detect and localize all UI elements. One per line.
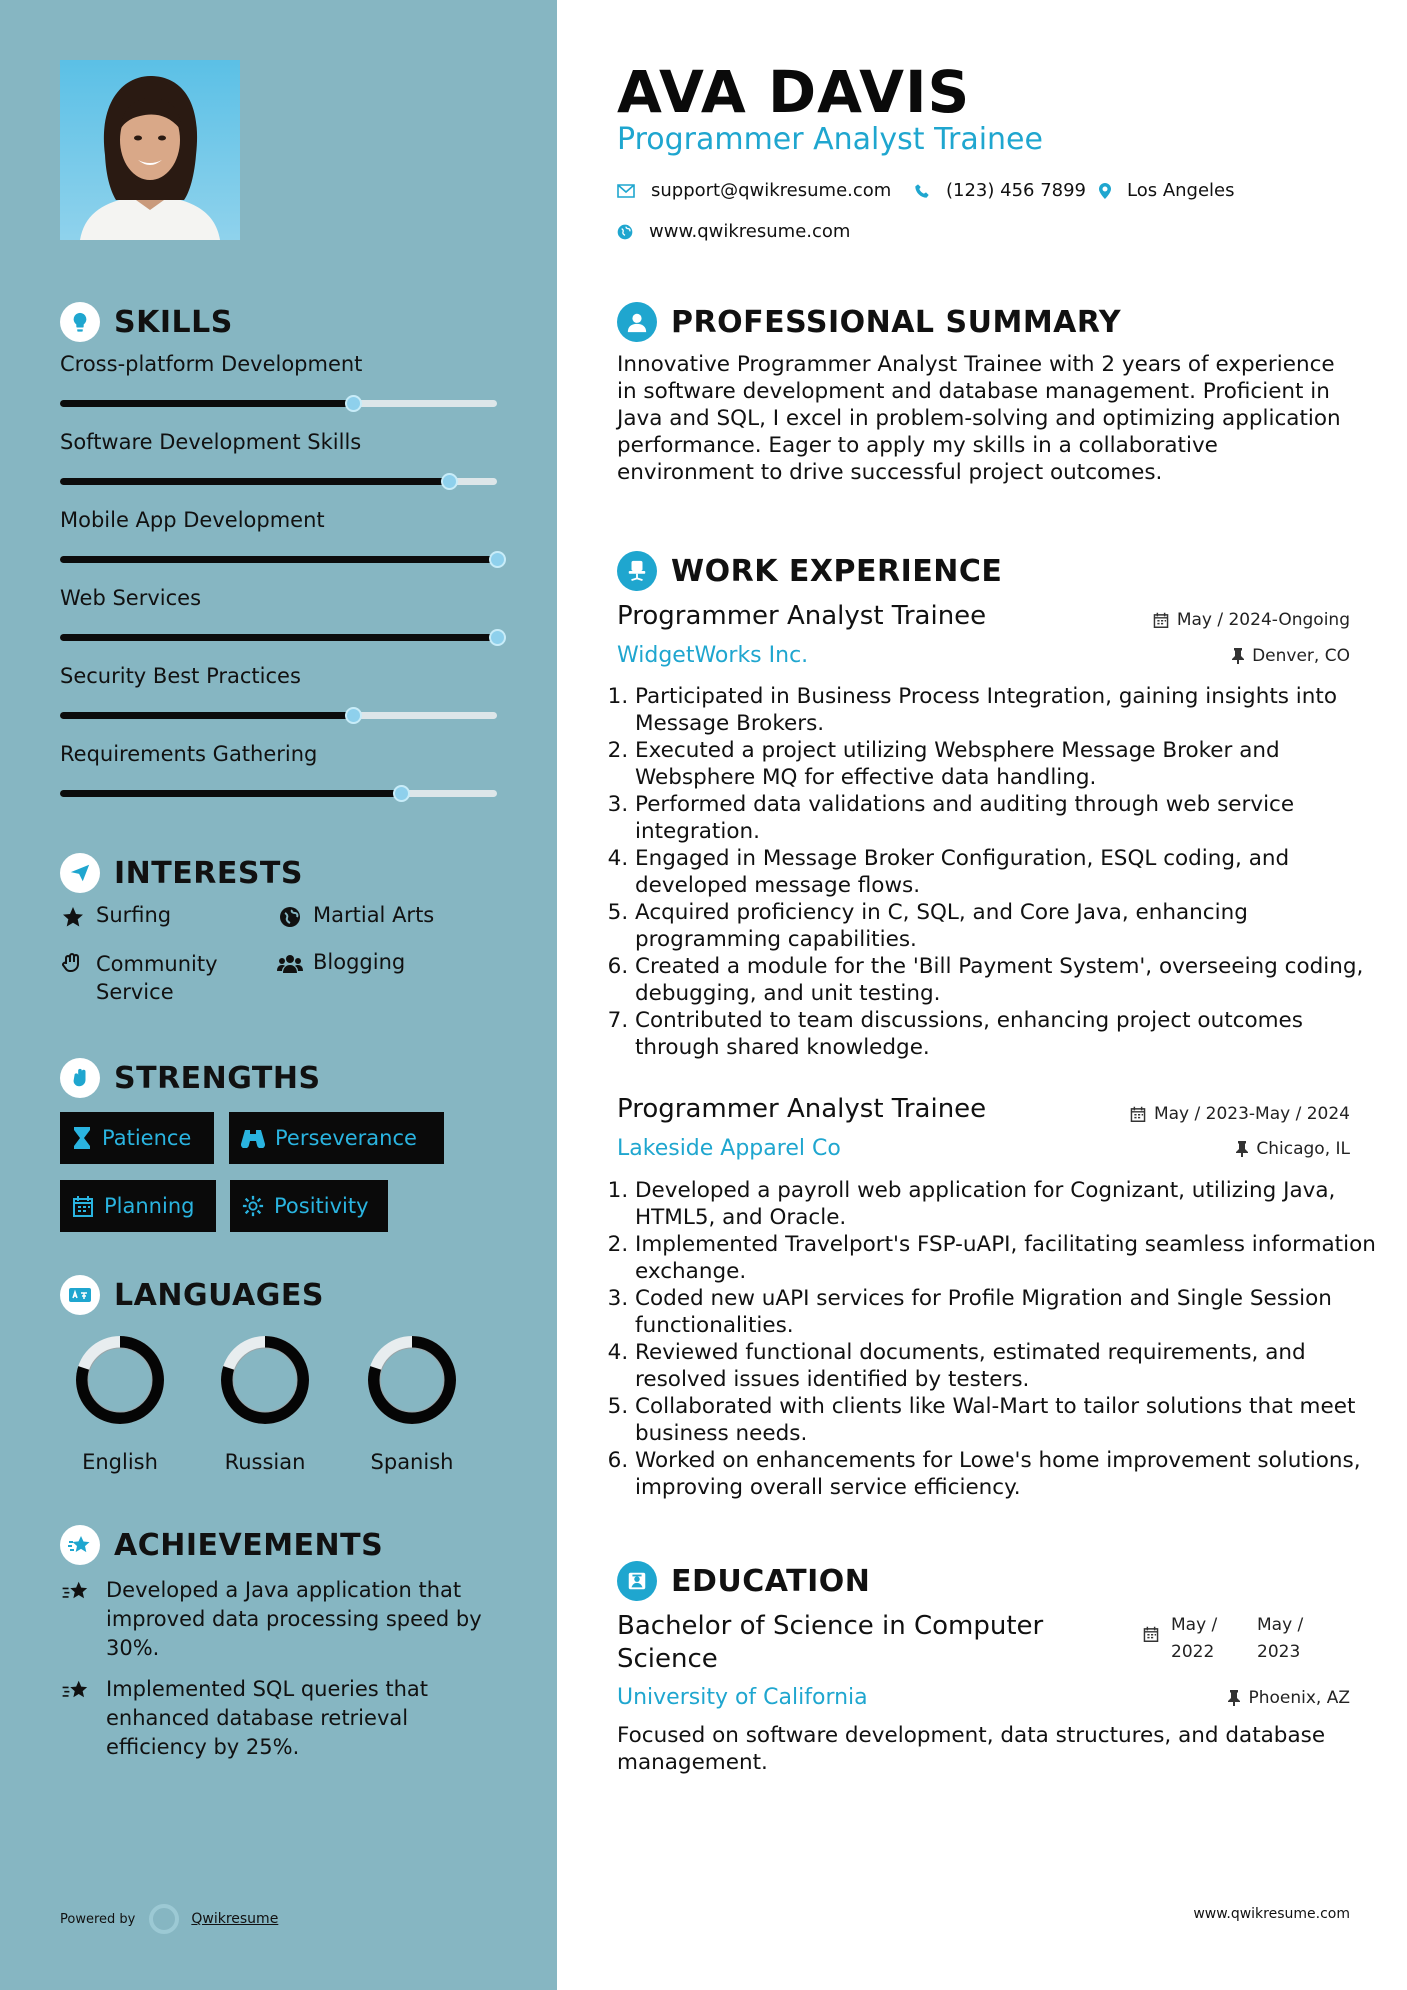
language-item xyxy=(352,1332,472,1474)
company-name: WidgetWorks Inc. xyxy=(617,643,809,668)
skill-bar-knob xyxy=(489,629,506,646)
degree-title xyxy=(617,1610,1097,1676)
skill-bar xyxy=(60,556,497,563)
pushpin-icon xyxy=(1228,1690,1240,1706)
strengths-heading xyxy=(60,1058,321,1098)
skill-label: Cross-platform Development xyxy=(60,352,363,376)
duty-item: 7. Contributed to team discussions, enhancing project outcomes through shared knowledge. xyxy=(635,1007,1377,1061)
achievements-title: ACHIEVEMENTS xyxy=(114,1527,384,1563)
user-icon xyxy=(617,302,657,342)
skill-bar xyxy=(60,634,497,641)
job-location xyxy=(1236,1139,1350,1159)
calendar-icon xyxy=(1143,1626,1159,1642)
school-name: University of California xyxy=(617,1685,868,1710)
job-location-text: Chicago, IL xyxy=(1256,1139,1350,1159)
skill-bar xyxy=(60,478,497,485)
skill-bar-knob xyxy=(345,395,362,412)
paper-plane-icon xyxy=(60,853,100,893)
star-badge-icon xyxy=(60,1675,94,1701)
interest-item xyxy=(277,950,405,976)
fist-icon xyxy=(60,1058,100,1098)
powered-by-label: Powered by xyxy=(60,1911,136,1927)
skill-bar-knob xyxy=(489,551,506,568)
skill-item xyxy=(60,508,500,532)
achievement-text: Developed a Java application that improved data processing speed by 30%. xyxy=(106,1578,482,1660)
interest-label: Martial Arts xyxy=(313,903,435,927)
language-card-icon xyxy=(60,1275,100,1315)
location-text: Los Angeles xyxy=(1127,180,1235,201)
skills-title: SKILLS xyxy=(114,304,233,340)
star-icon xyxy=(60,905,86,929)
duty-item: 5. Acquired proficiency in C, SQL, and Core Java, enhancing programming capabilities. xyxy=(635,899,1377,953)
language-level-ring xyxy=(72,1332,168,1428)
language-label: Spanish xyxy=(370,1450,454,1474)
skills-heading xyxy=(60,302,233,342)
duty-item: 4. Engaged in Message Broker Configuration, ESQL coding, and developed message flows. xyxy=(635,845,1377,899)
pushpin-icon xyxy=(1232,648,1244,664)
education-description: Focused on software development, data structures, and database management. xyxy=(617,1723,1326,1775)
interests-heading xyxy=(60,853,303,893)
language-item xyxy=(205,1332,325,1474)
binoculars-icon xyxy=(241,1128,265,1148)
duty-item: 5. Collaborated with clients like Wal-Mart to tailor solutions that meet business needs. xyxy=(635,1393,1377,1447)
phone-icon xyxy=(914,183,930,199)
sidebar xyxy=(0,0,557,1990)
globe-icon xyxy=(277,905,303,929)
skill-bar-fill xyxy=(60,712,353,719)
skill-bar-fill xyxy=(60,634,497,641)
languages-title: LANGUAGES xyxy=(114,1277,324,1313)
education-start-year: 2022 xyxy=(1171,1642,1215,1662)
education-end-year: 2023 xyxy=(1257,1642,1301,1662)
skill-label: Software Development Skills xyxy=(60,430,362,454)
graduation-icon xyxy=(617,1561,657,1601)
duty-item: 3. Performed data validations and auditing through web service integration. xyxy=(635,791,1377,845)
strength-tag xyxy=(230,1180,388,1232)
job-duties xyxy=(617,1177,1377,1501)
star-badge-icon xyxy=(60,1525,100,1565)
star-badge-icon xyxy=(60,1576,94,1602)
experience-title: WORK EXPERIENCE xyxy=(671,553,1003,589)
job-date-text: May / 2024-Ongoing xyxy=(1176,610,1350,630)
interest-label: Blogging xyxy=(313,950,406,974)
job-location-text: Denver, CO xyxy=(1252,646,1350,666)
achievements-heading xyxy=(60,1525,383,1565)
education-title: EDUCATION xyxy=(671,1563,871,1599)
summary-text: Innovative Programmer Analyst Trainee with 2 years of experience in software development and database management. Proficient in Java and SQL, I excel in problem-solving and optimizing application performance. Eager to apply my skills in a collaborative environment to drive successful project outcomes. xyxy=(617,352,1341,485)
summary-title: PROFESSIONAL SUMMARY xyxy=(671,304,1122,340)
skill-bar-knob xyxy=(441,473,458,490)
duty-item: 2. Executed a project utilizing Websphere Message Broker and Websphere MQ for effective data handling. xyxy=(635,737,1377,791)
skill-label: Mobile App Development xyxy=(60,508,325,532)
skill-label: Web Services xyxy=(60,586,202,610)
phone-text: (123) 456 7899 xyxy=(946,180,1087,201)
skill-bar-fill xyxy=(60,790,401,797)
skill-bar-knob xyxy=(345,707,362,724)
languages-heading xyxy=(60,1275,324,1315)
job-date xyxy=(1153,610,1350,630)
summary-heading xyxy=(617,302,1121,342)
education-location xyxy=(1228,1688,1350,1708)
job-title: Programmer Analyst Trainee xyxy=(617,1094,987,1124)
skill-item xyxy=(60,352,500,376)
skill-bar xyxy=(60,400,497,407)
candidate-title: Programmer Analyst Trainee xyxy=(617,122,1043,157)
duty-item: 2. Implemented Travelport's FSP-uAPI, facilitating seamless information exchange. xyxy=(635,1231,1377,1285)
education-dates xyxy=(1143,1612,1303,1666)
interest-label: Community Service xyxy=(96,952,218,1004)
skill-bar-fill xyxy=(60,478,449,485)
job-location xyxy=(1232,646,1350,666)
profile-photo xyxy=(60,60,240,240)
degree-line: Science xyxy=(617,1644,718,1674)
skill-bar xyxy=(60,712,497,719)
strength-label: Patience xyxy=(102,1126,192,1150)
skill-bar-knob xyxy=(393,785,410,802)
education-heading xyxy=(617,1561,870,1601)
main-content xyxy=(557,0,1407,1990)
footer-website[interactable]: www.qwikresume.com xyxy=(1193,1906,1350,1922)
interest-item xyxy=(60,903,171,929)
achievement-item xyxy=(60,1576,500,1663)
email-text: support@qwikresume.com xyxy=(651,180,892,201)
gear-icon xyxy=(242,1195,264,1217)
education-location-text: Phoenix, AZ xyxy=(1248,1688,1350,1708)
skill-item xyxy=(60,742,500,766)
duty-item: 1. Participated in Business Process Integration, gaining insights into Message Brokers. xyxy=(635,683,1377,737)
education-start-month: May / xyxy=(1171,1615,1218,1635)
calendar-icon xyxy=(72,1195,94,1217)
duty-item: 6. Created a module for the 'Bill Payment System', overseeing coding, debugging, and unit testing. xyxy=(635,953,1377,1007)
language-label: Russian xyxy=(224,1450,306,1474)
skill-bar-fill xyxy=(60,556,497,563)
education-end-month: May / xyxy=(1257,1615,1304,1635)
achievement-text: Implemented SQL queries that enhanced database retrieval efficiency by 25%. xyxy=(106,1677,429,1759)
pushpin-icon xyxy=(1236,1141,1248,1157)
language-level-ring xyxy=(217,1332,313,1428)
language-ring-inner xyxy=(88,1348,152,1412)
globe-icon xyxy=(617,224,633,240)
strength-tag xyxy=(60,1112,214,1164)
contact-website[interactable] xyxy=(617,221,850,242)
envelope-icon xyxy=(617,184,635,198)
skill-label: Security Best Practices xyxy=(60,664,301,688)
interests-title: INTERESTS xyxy=(114,855,303,891)
skill-item xyxy=(60,664,500,688)
strength-tag xyxy=(60,1180,216,1232)
qwikresume-link[interactable]: Qwikresume xyxy=(191,1911,279,1927)
duty-item: 1. Developed a payroll web application for Cognizant, utilizing Java, HTML5, and Oracle. xyxy=(635,1177,1377,1231)
strength-label: Positivity xyxy=(274,1194,369,1218)
interest-item xyxy=(277,903,434,929)
language-ring-inner xyxy=(233,1348,297,1412)
duty-item: 4. Reviewed functional documents, estimated requirements, and resolved issues identified by testers. xyxy=(635,1339,1377,1393)
language-level-ring xyxy=(364,1332,460,1428)
skill-bar-fill xyxy=(60,400,353,407)
interest-label: Surfing xyxy=(96,903,172,927)
lightbulb-icon xyxy=(60,302,100,342)
skill-label: Requirements Gathering xyxy=(60,742,318,766)
qwikresume-logo xyxy=(149,1904,179,1934)
company-name: Lakeside Apparel Co xyxy=(617,1136,841,1161)
contact-email[interactable] xyxy=(617,180,891,201)
language-ring-inner xyxy=(380,1348,444,1412)
interest-item xyxy=(60,950,250,1006)
achievement-item xyxy=(60,1675,500,1762)
strengths-title: STRENGTHS xyxy=(114,1060,321,1096)
duty-item: 3. Coded new uAPI services for Profile Migration and Single Session functionalities. xyxy=(635,1285,1377,1339)
degree-line: Bachelor of Science in Computer xyxy=(617,1611,1044,1641)
duty-item: 6. Worked on enhancements for Lowe's home improvement solutions, improving overall service efficiency. xyxy=(635,1447,1377,1501)
skill-bar xyxy=(60,790,497,797)
powered-by xyxy=(60,1904,278,1934)
language-item xyxy=(60,1332,180,1474)
website-text: www.qwikresume.com xyxy=(649,221,851,242)
education-end xyxy=(1257,1612,1303,1666)
skill-item xyxy=(60,586,500,610)
office-chair-icon xyxy=(617,551,657,591)
hourglass-icon xyxy=(72,1127,92,1149)
job-title: Programmer Analyst Trainee xyxy=(617,601,987,631)
calendar-icon xyxy=(1130,1106,1146,1122)
candidate-name: AVA DAVIS xyxy=(617,58,971,126)
job-duties xyxy=(617,683,1377,1061)
calendar-icon xyxy=(1153,612,1169,628)
map-pin-icon xyxy=(1099,183,1111,199)
job-date-text: May / 2023-May / 2024 xyxy=(1153,1104,1350,1124)
strength-label: Planning xyxy=(104,1194,195,1218)
contact-phone[interactable] xyxy=(914,180,1086,201)
language-label: English xyxy=(82,1450,158,1474)
experience-heading xyxy=(617,551,1002,591)
strength-tag xyxy=(229,1112,444,1164)
users-icon xyxy=(277,952,303,976)
skill-item xyxy=(60,430,500,454)
contact-location xyxy=(1099,180,1235,201)
strength-label: Perseverance xyxy=(275,1126,417,1150)
education-start xyxy=(1171,1612,1257,1666)
job-date xyxy=(1130,1104,1350,1124)
hand-icon xyxy=(60,952,86,976)
